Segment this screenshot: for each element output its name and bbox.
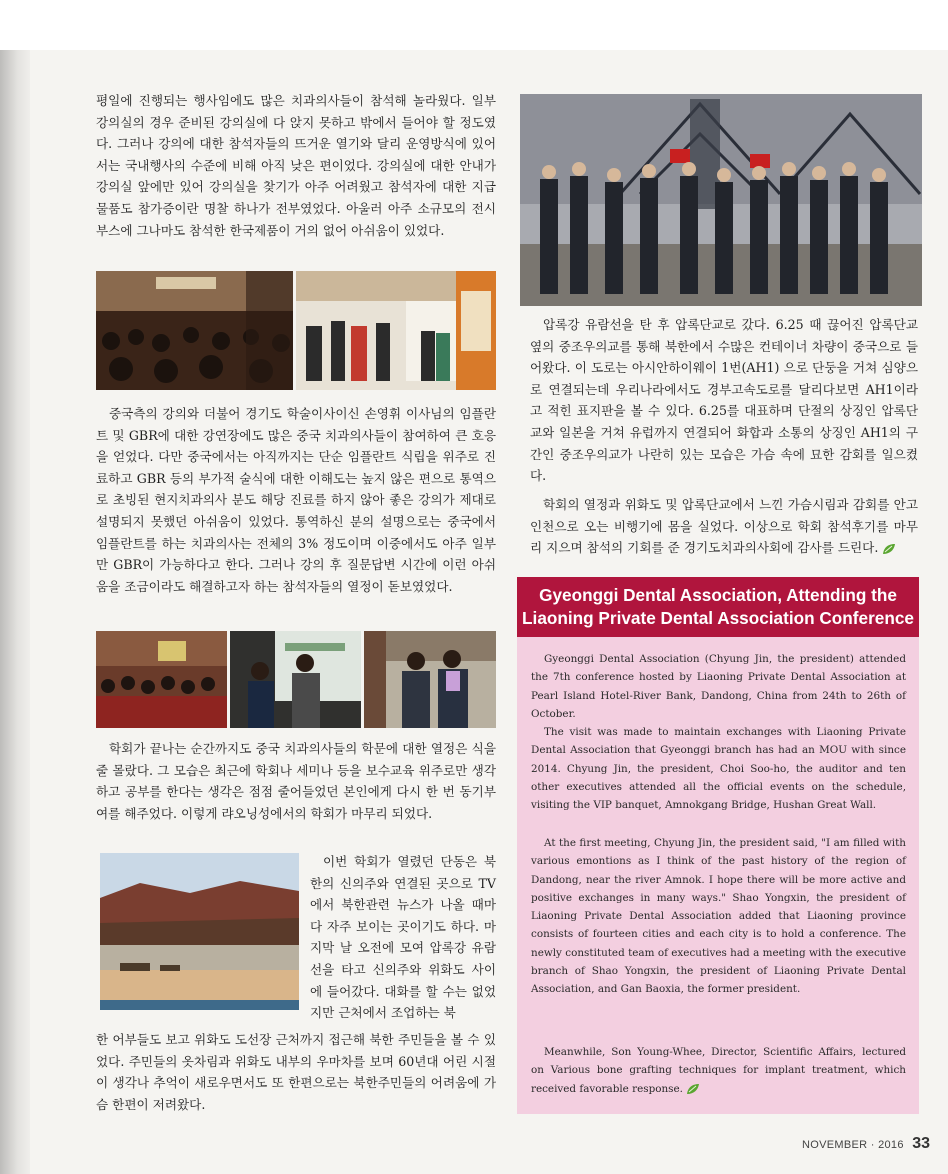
issue-date: NOVEMBER · 2016: [802, 1139, 904, 1151]
korean-right-paragraph-2: [530, 494, 918, 559]
english-paragraph-3: At the first meeting, Chyung Jin, the president said, "I am filled with various emontions as I think of the past history of the region of Dandong, near the river Amnok. I hope there will be more active and positive exchanges in many ways." Shao Yongxin, the president of Liaoning Private Dental Association added that Liaoning province consists of fourteen cities and each city is to hold a conference. The newly constituted team of executives had a meeting with the executive branch of Shao Yongxin, the president of Liaoning Private Dental Association, and Gan Baoxia, the former president.: [531, 837, 906, 996]
korean-right-paragraph-1: 압록강 유람선을 탄 후 압록단교로 갔다. 6.25 때 끊어진 압록단교 옆의 중조우의교를 통해 북한에서 수많은 컨테이너 차량이 중국으로 들어왔다. 이 도로는 아시안하이웨이 1번(AH1) 으로 단둥을 거쳐 심양으로 연결되는데 우리나라에서도 경부고속도로를 달리다보면 AH1이라고 적힌 표지판을 볼 수 있다. 6.25를 대표하며 단절의 상징인 압록단교와 일본을 거쳐 유럽까지 연결되어 화합과 소통의 상징인 AH1의 구간인 중조우의교가 나란히 있는 모습은 가슴 속에 묘한 감회를 일으켰다.: [530, 317, 918, 484]
page-spine-shadow: [0, 0, 30, 1174]
english-section-heading: [517, 577, 919, 637]
river-landscape-photo: [100, 853, 299, 1010]
closing-text: 학회의 열정과 위화도 및 압록단교에서 느낀 가슴시림과 감회를 안고 인천으로 오는 비행기에 몸을 실었다. 이상으로 학회 참석후기를 마무리 지으며 참석의 기회를 준 경기도치과의사회에 감사를 드린다.: [530, 497, 918, 556]
korean-paragraph-4-full: 한 어부들도 보고 위화도 도선장 근처까지 접근해 북한 주민들을 볼 수 있었다. 주민들의 옷차림과 위화도 내부의 우마차를 보며 60년대 어린 시절이 생각나 추억이 새로우면서도 또 한편으로는 북한주민들의 어려움에 가슴 한편이 저려왔다.: [96, 1032, 496, 1112]
speakers-photo: [230, 631, 361, 728]
korean-paragraph-4-side: 이번 학회가 열렸던 단동은 북한의 신의주와 연결된 곳으로 TV에서 북한관련 뉴스가 나올 때마다 자주 보이는 곳이기도 하다. 마지막 날 오전에 모여 압록강 유람선을 타고 신의주와 위화도 사이에 들어갔다. 대화를 할 수는 없었지만 근처에서 조업하는 북: [310, 854, 496, 1021]
presenters-photo: [364, 631, 496, 728]
page-number: 33: [912, 1135, 930, 1152]
heading-line-1: Gyeonggi Dental Association, Attending the: [539, 585, 897, 605]
audience-photo: [96, 631, 227, 728]
english-paragraph-4: [531, 1043, 906, 1098]
heading-line-2: Liaoning Private Dental Association Conference: [522, 608, 914, 628]
lecture-hall-photo: [96, 271, 293, 390]
korean-paragraph-1: 평일에 진행되는 행사임에도 많은 치과의사들이 참석해 놀라웠다. 일부 강의실의 경우 준비된 강의실에 다 앉지 못하고 밖에서 들어야 할 정도였다. 그러나 강의에 대한 참석자들의 뜨거운 열기와 달리 운영방식에 있어서는 국내행사의 수준에 비해 아직 낮은 편이었다. 강의실에 대한 안내가 강의실 앞에만 있어 강의실을 찾기가 아주 어려웠고 참석자에 대한 지급물품도 참가증이란 명찰 하나가 전부였었다. 아울러 아주 소규모의 전시부스에 그나마도 참석한 한국제품이 거의 없어 아쉬움이 있었다.: [96, 93, 496, 238]
page-top-margin: [0, 0, 948, 50]
leaf-end-icon: [882, 543, 896, 555]
korean-paragraph-2: 중국측의 강의와 더불어 경기도 학술이사이신 손영휘 이사님의 임플란트 및 GBR에 대한 강연장에도 많은 중국 치과의사들이 참여하여 큰 호응을 얻었다. 다만 중국에서는 아직까지는 단순 임플란트 식립을 위주로 진료하고 GBR 등의 부가적 술식에 대한 이해도는 높지 않은 편으로 통역으로 초빙된 현지치과의사 분도 해당 진료를 하지 않아 좋은 강의가 제대로 설명되지 못했던 아쉬움이 있었다. 통역하신 분의 설명으로는 중국에서 임플란트를 하는 치과의사는 전체의 3% 정도이며 이중에서도 아주 일부만 GBR이 가능하다고 한다. 그러나 강의 후 질문답변 시간에 이런 아쉬움을 조금이라도 해결하고자 하는 참석자들의 열정이 돋보였었다.: [96, 406, 496, 594]
english-paragraph-2: The visit was made to maintain exchanges with Liaoning Private Dental Association that Gyeonggi branch has had an MOU with since 2014. Chyung Jin, the president, Choi Soo-ho, the auditor and ten other executives attended all the official events on the schedule, visiting the VIP banquet, Amnokgang Bridge, Hushan Great Wall.: [531, 726, 906, 812]
english-paragraph-1: Gyeonggi Dental Association (Chyung Jin, the president) attended the 7th conference hosted by Liaoning Private Dental Association at Pearl Island Hotel-River Bank, Dandong, China from 24th to 26th of October.: [531, 653, 906, 720]
leaf-end-icon-english: [686, 1083, 700, 1095]
english-closing-text: Meanwhile, Son Young-Whee, Director, Scientific Affairs, lectured on Various bone grafting techniques for implant treatment, which received favorable response.: [531, 1046, 906, 1095]
exhibition-booth-photo: [296, 271, 496, 390]
korean-paragraph-3: 학회가 끝나는 순간까지도 중국 치과의사들의 학문에 대한 열정은 식을 줄 몰랐다. 그 모습은 최근에 학회나 세미나 등을 보수교육 위주로만 생각하고 공부를 한다는 생각은 점점 줄어들었던 본인에게 다시 한 번 동기부여를 해주었다. 이렇게 랴오닝성에서의 학회가 마무리 되었다.: [96, 741, 496, 821]
page-footer: [802, 1135, 930, 1153]
group-photo-yalu-bridge: [520, 94, 922, 306]
